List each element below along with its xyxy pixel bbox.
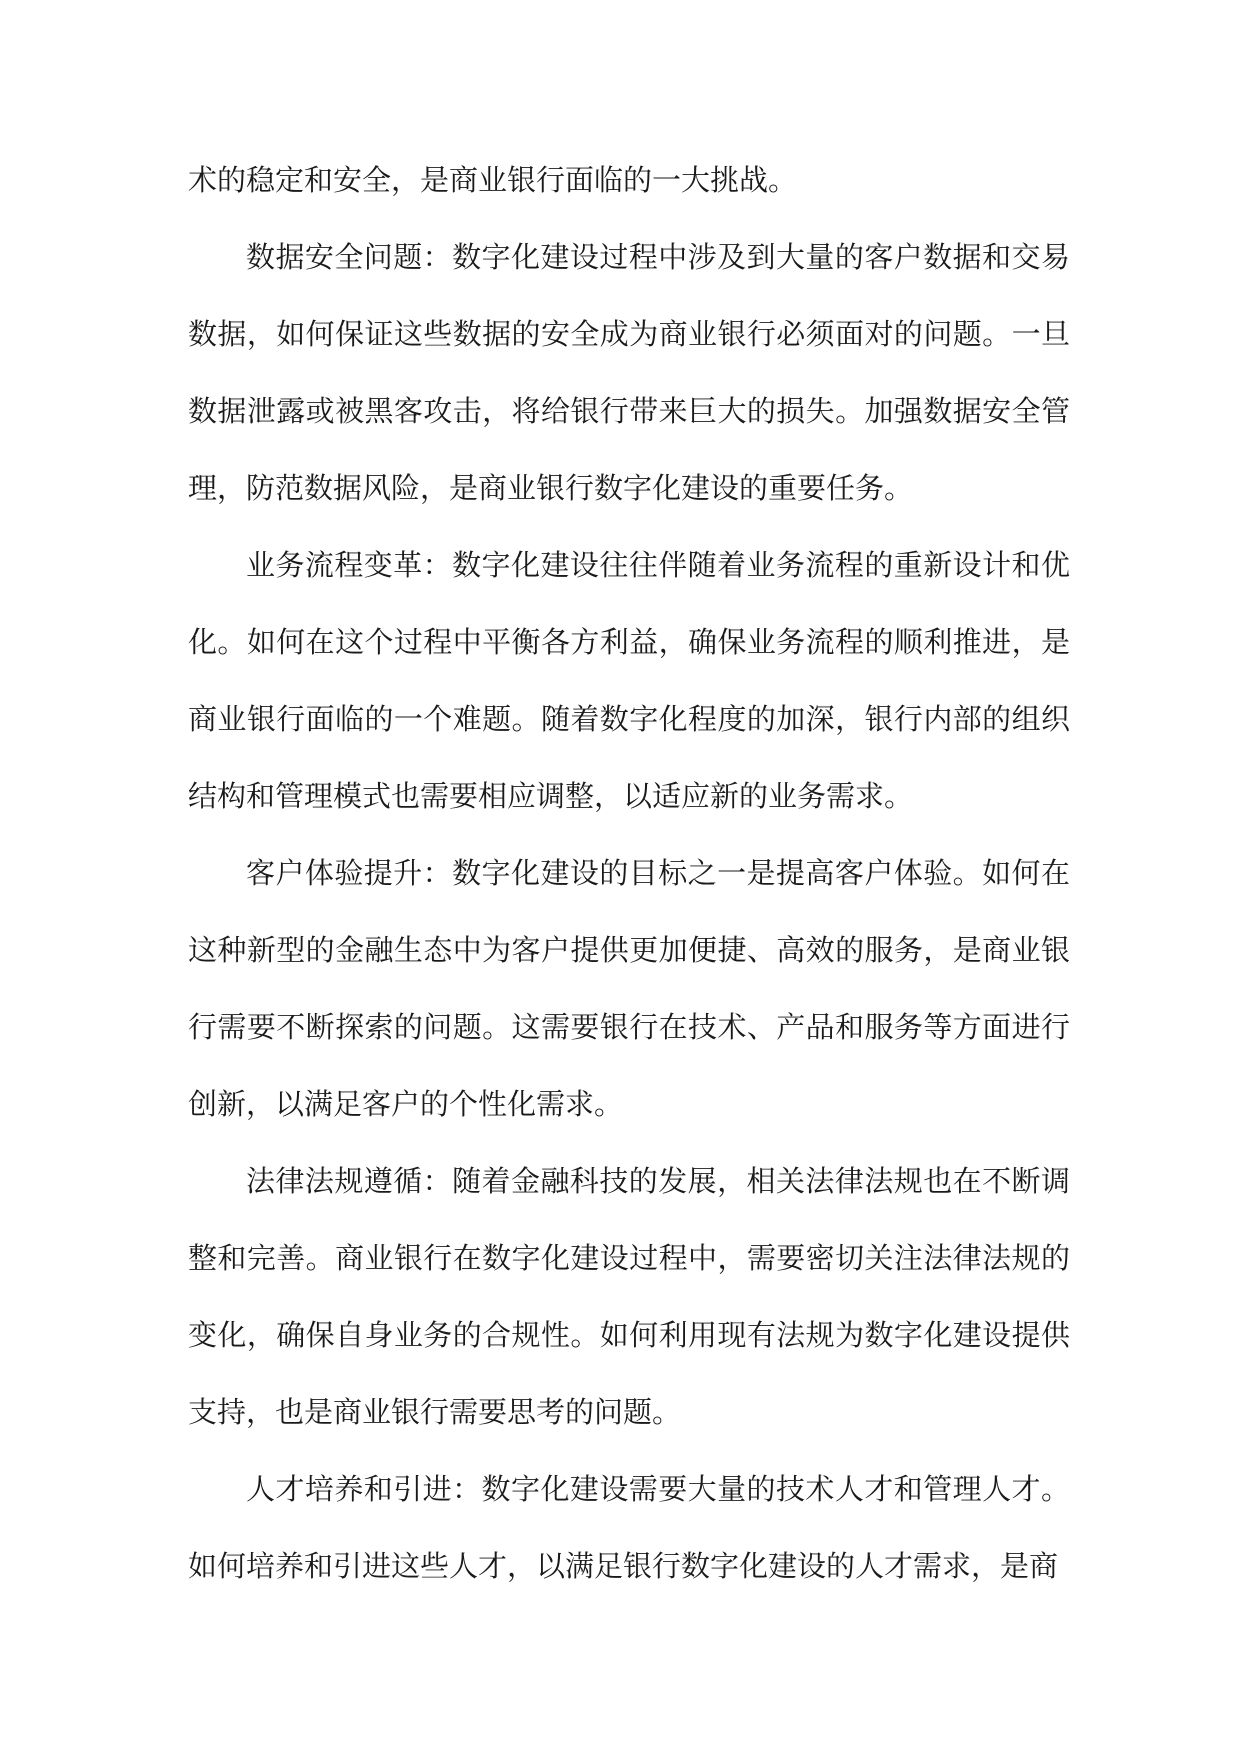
- paragraph-talent: 人才培养和引进：数字化建设需要大量的技术人才和管理人才。如何培养和引进这些人才，以满足银行数字化建设的人才需求，是商: [188, 1472, 1070, 1583]
- paragraph-business-process: 业务流程变革：数字化建设往往伴随着业务流程的重新设计和优化。如何在这个过程中平衡各方利益，确保业务流程的顺利推进，是商业银行面临的一个难题。随着数字化程度的加深，银行内部的组织结构和管理模式也需要相应调整，以适应新的业务需求。: [188, 548, 1070, 813]
- paragraph-customer-experience: 客户体验提升：数字化建设的目标之一是提高客户体验。如何在这种新型的金融生态中为客户提供更加便捷、高效的服务，是商业银行需要不断探索的问题。这需要银行在技术、产品和服务等方面进行创新，以满足客户的个性化需求。: [188, 856, 1070, 1121]
- paragraph-continued: 术的稳定和安全，是商业银行面临的一大挑战。: [188, 163, 798, 197]
- paragraph-data-security: 数据安全问题：数字化建设过程中涉及到大量的客户数据和交易数据，如何保证这些数据的安全成为商业银行必须面对的问题。一旦数据泄露或被黑客攻击，将给银行带来巨大的损失。加强数据安全管理，防范数据风险，是商业银行数字化建设的重要任务。: [188, 240, 1070, 505]
- paragraph-legal-compliance: 法律法规遵循：随着金融科技的发展，相关法律法规也在不断调整和完善。商业银行在数字化建设过程中，需要密切关注法律法规的变化，确保自身业务的合规性。如何利用现有法规为数字化建设提供支持，也是商业银行需要思考的问题。: [188, 1164, 1070, 1429]
- body-text: [188, 142, 1070, 1605]
